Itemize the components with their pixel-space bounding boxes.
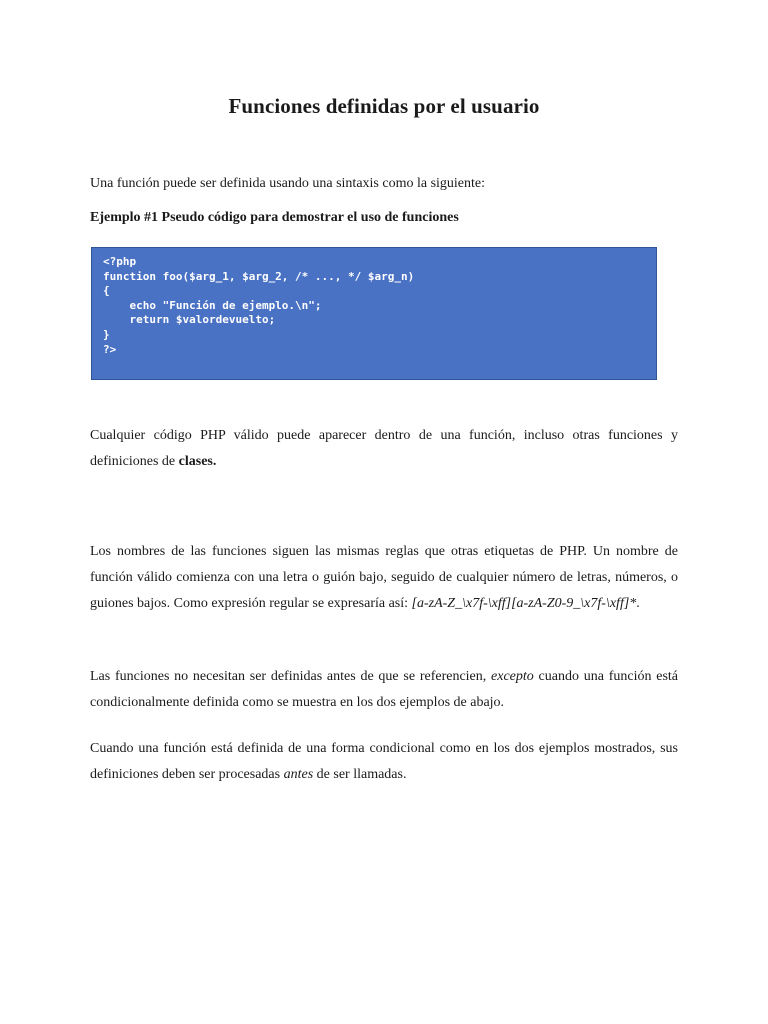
paragraph-php-code bbox=[90, 423, 678, 475]
paragraph-text: Cualquier código PHP válido puede aparecer dentro de una función, incluso otras funciones y definiciones de bbox=[90, 428, 678, 469]
code-line: function foo($arg_1, $arg_2, /* ..., */ $arg_n) bbox=[103, 269, 415, 283]
code-line: { bbox=[103, 284, 110, 298]
paragraph-conditional-definition bbox=[90, 736, 678, 788]
page-title: Funciones definidas por el usuario bbox=[228, 94, 540, 118]
code-line: return $valordevuelto; bbox=[103, 313, 276, 327]
code-example-box bbox=[91, 247, 657, 380]
paragraph-text: Cuando una función está definida de una forma condicional como en los dos ejemplos mostrados, sus definiciones deben ser procesadas bbox=[90, 741, 678, 782]
paragraph-text: de ser llamadas. bbox=[313, 767, 407, 782]
emphasis-term: excepto bbox=[491, 669, 534, 684]
intro-paragraph: Una función puede ser definida usando una sintaxis como la siguiente: bbox=[90, 176, 486, 191]
code-line: ?> bbox=[103, 342, 117, 356]
code-line: } bbox=[103, 327, 110, 341]
paragraph-text: Las funciones no necesitan ser definidas antes de que se referencien, bbox=[90, 669, 492, 684]
regex-expression: [a-zA-Z_\x7f-\xff][a-zA-Z0-9_\x7f-\xff]* bbox=[411, 596, 637, 611]
paragraph-function-names bbox=[90, 539, 678, 617]
code-block bbox=[103, 255, 645, 357]
paragraph-definition-order bbox=[90, 664, 678, 716]
emphasis-term: antes bbox=[283, 767, 314, 782]
example-caption: Ejemplo #1 Pseudo código para demostrar el uso de funciones bbox=[90, 210, 459, 225]
code-line: echo "Función de ejemplo.\n"; bbox=[103, 298, 322, 312]
bold-term: clases. bbox=[178, 454, 217, 469]
code-line: <?php bbox=[103, 255, 137, 268]
paragraph-text: cuando una función está condicionalmente definida como se muestra en los dos ejemplos de abajo. bbox=[90, 669, 678, 710]
paragraph-end: . bbox=[636, 596, 640, 611]
paragraph-text: Los nombres de las funciones siguen las mismas reglas que otras etiquetas de PHP. Un nombre de función válido comienza con una letra o guión bajo, seguido de cualquier número de letras, números, o guiones bajos. Como expresión regular se expresaría así: bbox=[90, 544, 678, 611]
